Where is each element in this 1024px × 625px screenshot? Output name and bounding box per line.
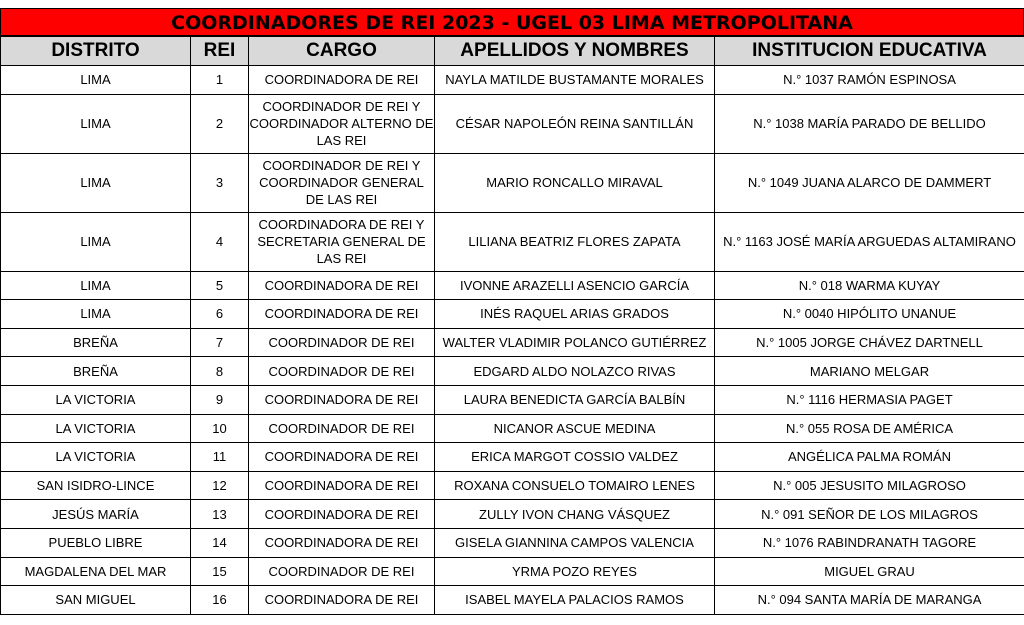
table-row [1,471,1024,500]
cell-distrito: LA VICTORIA [1,385,191,414]
cell-institucion: N.° 091 SEÑOR DE LOS MILAGROS [715,500,1024,529]
table-row [1,328,1024,357]
cell-distrito: LIMA [1,212,191,271]
cell-institucion: N.° 1076 RABINDRANATH TAGORE [715,528,1024,557]
cell-rei: 6 [191,300,249,329]
header-rei: REI [191,37,249,66]
cell-nombres: MARIO RONCALLO MIRAVAL [435,153,715,212]
table-row [1,94,1024,153]
cell-nombres: GISELA GIANNINA CAMPOS VALENCIA [435,528,715,557]
cell-distrito: LIMA [1,66,191,95]
cell-rei: 8 [191,357,249,386]
table-row [1,557,1024,586]
cell-rei: 15 [191,557,249,586]
cell-nombres: EDGARD ALDO NOLAZCO RIVAS [435,357,715,386]
cell-distrito: MAGDALENA DEL MAR [1,557,191,586]
cell-rei: 5 [191,271,249,300]
cell-distrito: BREÑA [1,357,191,386]
table-row [1,586,1024,615]
cell-rei: 3 [191,153,249,212]
table-row [1,385,1024,414]
cell-nombres: NAYLA MATILDE BUSTAMANTE MORALES [435,66,715,95]
cell-cargo: COORDINADOR DE REI [249,414,435,443]
table-row [1,500,1024,529]
cell-cargo: COORDINADOR DE REI Y COORDINADOR GENERAL DE LAS REI [249,153,435,212]
cell-cargo: COORDINADORA DE REI [249,586,435,615]
cell-cargo: COORDINADOR DE REI Y COORDINADOR ALTERNO DE LAS REI [249,94,435,153]
cell-institucion: MARIANO MELGAR [715,357,1024,386]
cell-cargo: COORDINADORA DE REI [249,471,435,500]
cell-distrito: LIMA [1,300,191,329]
cell-distrito: LA VICTORIA [1,414,191,443]
cell-rei: 13 [191,500,249,529]
cell-nombres: ISABEL MAYELA PALACIOS RAMOS [435,586,715,615]
cell-rei: 9 [191,385,249,414]
cell-cargo: COORDINADOR DE REI [249,328,435,357]
cell-cargo: COORDINADORA DE REI [249,443,435,472]
cell-institucion: N.° 1037 RAMÓN ESPINOSA [715,66,1024,95]
cell-institucion: N.° 1038 MARÍA PARADO DE BELLIDO [715,94,1024,153]
cell-cargo: COORDINADORA DE REI [249,500,435,529]
cell-rei: 12 [191,471,249,500]
cell-institucion: N.° 018 WARMA KUYAY [715,271,1024,300]
cell-distrito: LIMA [1,153,191,212]
cell-distrito: LIMA [1,271,191,300]
cell-nombres: ERICA MARGOT COSSIO VALDEZ [435,443,715,472]
cell-rei: 16 [191,586,249,615]
cell-distrito: SAN MIGUEL [1,586,191,615]
cell-nombres: NICANOR ASCUE MEDINA [435,414,715,443]
cell-nombres: ZULLY IVON CHANG VÁSQUEZ [435,500,715,529]
cell-rei: 2 [191,94,249,153]
cell-distrito: BREÑA [1,328,191,357]
cell-nombres: LAURA BENEDICTA GARCÍA BALBÍN [435,385,715,414]
cell-distrito: SAN ISIDRO-LINCE [1,471,191,500]
cell-nombres: IVONNE ARAZELLI ASENCIO GARCÍA [435,271,715,300]
header-institucion: INSTITUCION EDUCATIVA [715,37,1024,66]
table-row [1,443,1024,472]
cell-cargo: COORDINADORA DE REI Y SECRETARIA GENERAL DE LAS REI [249,212,435,271]
cell-nombres: WALTER VLADIMIR POLANCO GUTIÉRREZ [435,328,715,357]
header-row [1,37,1024,66]
table-row [1,357,1024,386]
table-row [1,414,1024,443]
cell-rei: 14 [191,528,249,557]
cell-cargo: COORDINADORA DE REI [249,66,435,95]
cell-distrito: LIMA [1,94,191,153]
cell-rei: 10 [191,414,249,443]
table-row [1,271,1024,300]
cell-cargo: COORDINADOR DE REI [249,557,435,586]
cell-cargo: COORDINADORA DE REI [249,528,435,557]
table-row [1,66,1024,95]
cell-rei: 1 [191,66,249,95]
cell-rei: 4 [191,212,249,271]
cell-institucion: N.° 055 ROSA DE AMÉRICA [715,414,1024,443]
header-cargo: CARGO [249,37,435,66]
cell-institucion: N.° 0040 HIPÓLITO UNANUE [715,300,1024,329]
coordinators-table [0,36,1024,615]
cell-cargo: COORDINADORA DE REI [249,300,435,329]
table-row [1,153,1024,212]
cell-institucion: N.° 1005 JORGE CHÁVEZ DARTNELL [715,328,1024,357]
cell-cargo: COORDINADOR DE REI [249,357,435,386]
cell-nombres: INÉS RAQUEL ARIAS GRADOS [435,300,715,329]
cell-cargo: COORDINADORA DE REI [249,271,435,300]
header-nombres: APELLIDOS Y NOMBRES [435,37,715,66]
cell-institucion: MIGUEL GRAU [715,557,1024,586]
cell-distrito: LA VICTORIA [1,443,191,472]
cell-distrito: JESÚS MARÍA [1,500,191,529]
cell-nombres: ROXANA CONSUELO TOMAIRO LENES [435,471,715,500]
cell-distrito: PUEBLO LIBRE [1,528,191,557]
cell-nombres: CÉSAR NAPOLEÓN REINA SANTILLÁN [435,94,715,153]
table-body [1,66,1024,615]
cell-institucion: N.° 1163 JOSÉ MARÍA ARGUEDAS ALTAMIRANO [715,212,1024,271]
cell-institucion: ANGÉLICA PALMA ROMÁN [715,443,1024,472]
cell-rei: 7 [191,328,249,357]
cell-rei: 11 [191,443,249,472]
cell-institucion: N.° 005 JESUSITO MILAGROSO [715,471,1024,500]
sheet-title: COORDINADORES DE REI 2023 - UGEL 03 LIMA METROPOLITANA [0,8,1024,36]
cell-institucion: N.° 094 SANTA MARÍA DE MARANGA [715,586,1024,615]
cell-institucion: N.° 1116 HERMASIA PAGET [715,385,1024,414]
table-row [1,528,1024,557]
cell-nombres: YRMA POZO REYES [435,557,715,586]
cell-cargo: COORDINADORA DE REI [249,385,435,414]
header-distrito: DISTRITO [1,37,191,66]
cell-nombres: LILIANA BEATRIZ FLORES ZAPATA [435,212,715,271]
cell-institucion: N.° 1049 JUANA ALARCO DE DAMMERT [715,153,1024,212]
table-row [1,300,1024,329]
table-row [1,212,1024,271]
